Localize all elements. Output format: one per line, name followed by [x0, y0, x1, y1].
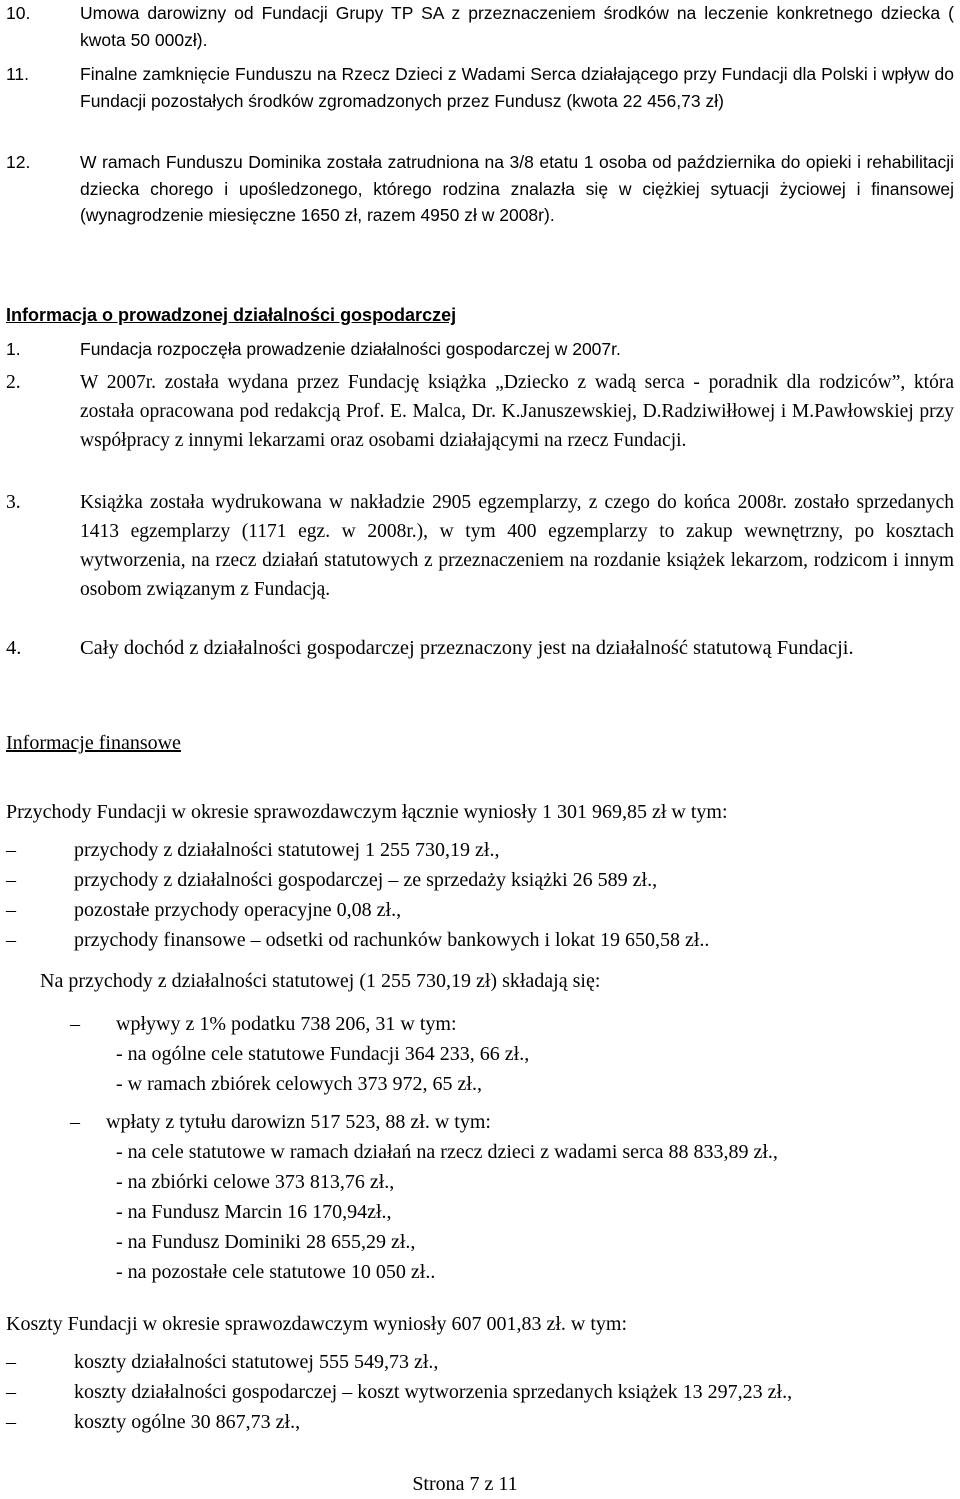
list-text: W ramach Funduszu Dominika została zatrudniona na 3/8 etatu 1 osoba od października do opieki i rehabilitacji dziecka chorego i upośledzonego, którego rodzina znalazła się w ciężkiej sytuacji życiowej i finansowej (wynagrodzenie miesięczne 1650 zł, razem 4950 zł w 2008r).	[80, 152, 954, 225]
costs-intro: Koszty Fundacji w okresie sprawozdawczym wyniosły 607 001,83 zł. w tym:	[6, 1313, 628, 1335]
sub-item: - na Fundusz Marcin 16 170,94zł.,	[116, 1201, 392, 1223]
list-text: Finalne zamknięcie Funduszu na Rzecz Dzieci z Wadami Serca działającego przy Fundacji dla Polski i wpływ do Fundacji pozostałych środków zgromadzonych przez Fundusz (kwota 22 456,73 zł)	[80, 64, 954, 111]
sub-item: - na ogólne cele statutowe Fundacji 364 233, 66 zł.,	[116, 1043, 530, 1065]
list-text: Cały dochód z działalności gospodarczej przeznaczony jest na działalność statutową Fundacji.	[80, 637, 854, 659]
list-item	[6, 368, 954, 455]
list-text: Fundacja rozpoczęła prowadzenie działalności gospodarczej w 2007r.	[80, 339, 621, 359]
list-item	[70, 1111, 960, 1134]
list-number: 3.	[6, 492, 21, 513]
sub-item: - w ramach zbiórek celowych 373 972, 65 zł.,	[116, 1073, 482, 1095]
list-number: 11.	[6, 64, 30, 84]
list-item	[6, 1351, 954, 1374]
dash-bullet: –	[6, 1411, 16, 1433]
income-intro: Przychody Fundacji w okresie sprawozdawczym łącznie wyniosły 1 301 969,85 zł w tym:	[6, 801, 728, 823]
sub-item: - na Fundusz Dominiki 28 655,29 zł.,	[116, 1231, 416, 1253]
list-text: Umowa darowizny od Fundacji Grupy TP SA z przeznaczeniem środków na leczenie konkretnego dziecka ( kwota 50 000zł).	[80, 3, 954, 50]
dash-bullet: –	[70, 1111, 80, 1133]
dash-bullet: –	[6, 869, 16, 891]
sub-item: - na zbiórki celowe 373 813,76 zł.,	[116, 1171, 395, 1193]
section-heading: Informacja o prowadzonej działalności gospodarczej	[6, 305, 457, 325]
list-text: koszty działalności gospodarczej – koszt wytworzenia sprzedanych książek 13 297,23 zł.,	[74, 1381, 793, 1403]
sub-item: - na pozostałe cele statutowe 10 050 zł..	[116, 1261, 436, 1283]
list-number: 10.	[6, 3, 31, 23]
list-item	[6, 1411, 954, 1434]
list-item	[6, 899, 954, 922]
list-item	[6, 633, 954, 663]
list-text: koszty ogólne 30 867,73 zł.,	[74, 1411, 301, 1433]
dash-bullet: –	[6, 839, 16, 861]
list-number: 2.	[6, 372, 21, 393]
list-text: wpłaty z tytułu darowizn 517 523, 88 zł. w tym:	[106, 1111, 491, 1133]
list-item	[6, 929, 954, 952]
list-number: 12.	[6, 152, 31, 172]
dash-bullet: –	[6, 929, 16, 951]
list-text: W 2007r. została wydana przez Fundację książka „Dziecko z wadą serca - poradnik dla rodziców”, która została opracowana pod redakcją Prof. E. Malca, Dr. K.Januszewskiej, D.Radziwiłłowej i M.Pawłowskiej przy współpracy z innymi lekarzami oraz osobami działającymi na rzecz Fundacji.	[80, 372, 954, 451]
list-item	[6, 336, 954, 363]
list-number: 1.	[6, 339, 21, 359]
list-item	[6, 0, 954, 53]
list-item	[70, 1013, 960, 1036]
page-footer: Strona 7 z 11	[412, 1473, 518, 1495]
list-text: przychody finansowe – odsetki od rachunków bankowych i lokat 19 650,58 zł..	[74, 929, 710, 951]
list-text: koszty działalności statutowej 555 549,73 zł.,	[74, 1351, 439, 1373]
list-item	[6, 488, 954, 604]
sub-item: - na cele statutowe w ramach działań na rzecz dzieci z wadami serca 88 833,89 zł.,	[116, 1141, 778, 1163]
list-text: przychody z działalności statutowej 1 255 730,19 zł.,	[74, 839, 500, 861]
list-text: pozostałe przychody operacyjne 0,08 zł.,	[74, 899, 402, 921]
list-item	[6, 149, 954, 229]
dash-bullet: –	[6, 1381, 16, 1403]
list-item	[6, 61, 954, 114]
list-text: przychody z działalności gospodarczej – ze sprzedaży książki 26 589 zł.,	[74, 869, 658, 891]
dash-bullet: –	[70, 1013, 80, 1035]
list-item	[6, 1381, 954, 1404]
list-text: Książka została wydrukowana w nakładzie 2905 egzemplarzy, z czego do końca 2008r. zostało sprzedanych 1413 egzemplarzy (1171 egz. w 2008r.), w tym 400 egzemplarzy to zakup wewnętrzny, po kosztach wytworzenia, na rzecz działań statutowych z przeznaczeniem na rozdanie książek lekarzom, rodzicom i innym osobom związanym z Fundacją.	[80, 492, 954, 600]
dash-bullet: –	[6, 1351, 16, 1373]
list-item	[6, 839, 954, 862]
list-number: 4.	[6, 637, 22, 659]
list-item	[6, 869, 954, 892]
list-text: wpływy z 1% podatku 738 206, 31 w tym:	[116, 1013, 457, 1035]
dash-bullet: –	[6, 899, 16, 921]
section-heading: Informacje finansowe	[6, 732, 181, 754]
statutory-intro: Na przychody z działalności statutowej (1 255 730,19 zł) składają się:	[40, 970, 601, 992]
